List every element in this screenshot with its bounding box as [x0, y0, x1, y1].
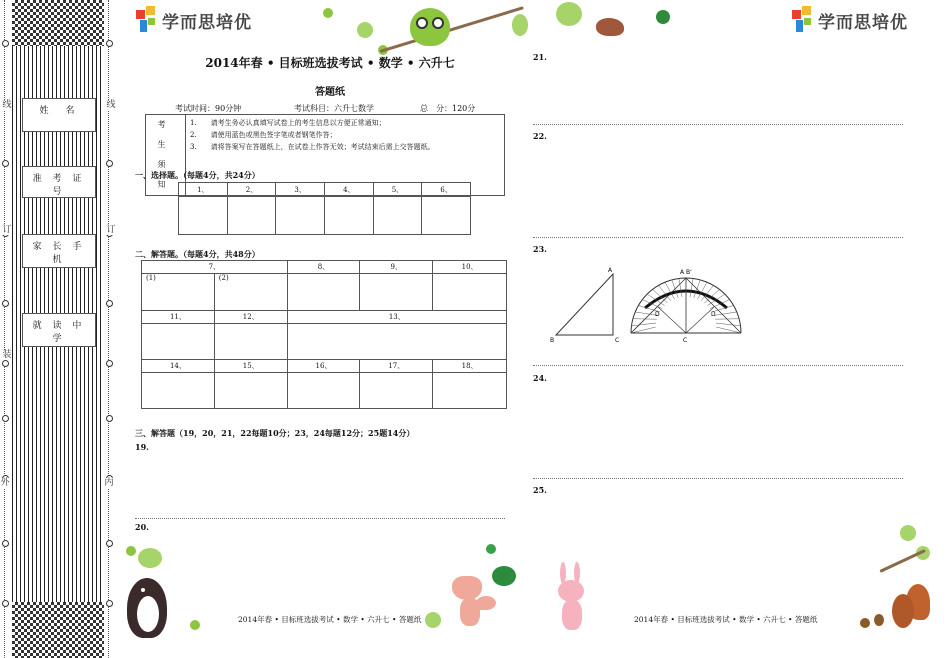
leaf-decoration: [656, 10, 670, 24]
brand-mark-icon: [792, 6, 814, 34]
answer-divider: [533, 478, 903, 479]
question-number: 14、: [142, 360, 215, 373]
binding-pattern-bottom: [12, 602, 104, 658]
cut-label-bind: 订: [2, 225, 12, 235]
hatch-line: [672, 280, 678, 298]
exam-total-score: 总 分：120分: [420, 104, 476, 113]
notice-label: 考 生 须 知: [146, 115, 186, 196]
acorn-icon: [860, 618, 870, 628]
question-number: 17、: [360, 360, 433, 373]
question-number: 9、: [360, 261, 433, 274]
answer-cell[interactable]: [360, 274, 433, 311]
vertex-label-c: C: [615, 337, 620, 344]
choice-answer-cell[interactable]: [179, 197, 228, 235]
binding-strip: [0, 0, 120, 658]
branch-decoration: [380, 6, 524, 53]
footer-right: 2014年春 • 目标班选拔考试 • 数学 • 六升七 • 答题纸: [634, 615, 818, 624]
choice-answer-cell[interactable]: [324, 197, 373, 235]
brand-logo-left: [136, 6, 252, 34]
parent-phone-field[interactable]: 家 长 手 机: [22, 234, 96, 268]
choice-number: 2、: [227, 183, 276, 197]
semi-label-a: A: [680, 269, 685, 276]
vertex-label-b: B: [550, 337, 555, 344]
exam-subject: 考试科目：六升七数学: [294, 104, 374, 113]
leaf-decoration: [190, 620, 200, 630]
fox-icon: [452, 576, 498, 630]
choice-answer-cell[interactable]: [422, 197, 471, 235]
answer-divider: [135, 518, 505, 519]
leaf-decoration: [126, 546, 136, 556]
answer-sheet-title: 答题纸: [315, 87, 345, 98]
question-number: 15、: [214, 360, 287, 373]
section-1-heading: 一、选择题。（每题4分，共24分）: [135, 170, 260, 180]
cut-line-outer: [0, 0, 10, 658]
short-answer-grid: [141, 260, 507, 409]
question-number: 7、: [142, 261, 288, 274]
choice-number: 6、: [422, 183, 471, 197]
leaf-decoration: [357, 22, 373, 38]
answer-divider: [533, 365, 903, 366]
hatch-line: [679, 278, 682, 297]
cut-line-inner: [104, 0, 114, 658]
question-24-label: 24.: [533, 373, 547, 383]
question-number: 8、: [287, 261, 360, 274]
semi-label-c: C: [683, 337, 688, 344]
choice-number: 3、: [276, 183, 325, 197]
question-number: 12、: [214, 311, 287, 324]
owl-icon: [410, 8, 450, 46]
exam-title: 2014年春 • 目标班选拔考试 • 数学 • 六升七: [205, 56, 455, 70]
choice-number: 4、: [324, 183, 373, 197]
question-19-label: 19.: [135, 442, 149, 452]
cut-label-bind-inner: 订: [106, 225, 116, 235]
penguin-icon: [127, 578, 167, 638]
question-23-label: 23.: [533, 244, 547, 254]
school-field[interactable]: 就 读 中 学: [22, 313, 96, 347]
leaf-decoration: [138, 548, 162, 568]
question-21-label: 21.: [533, 52, 547, 62]
brand-name: 学而思培优: [162, 12, 252, 33]
squirrel-icon: [888, 584, 932, 632]
exam-id-field[interactable]: 准 考 证 号: [22, 166, 96, 198]
hatch-line: [716, 323, 741, 326]
hatch-line: [694, 280, 700, 298]
semi-label-d1: D: [655, 311, 660, 318]
answer-cell[interactable]: (2): [214, 274, 287, 311]
choice-number: 5、: [373, 183, 422, 197]
answer-cell[interactable]: [433, 274, 507, 311]
brand-mark-icon: [136, 6, 158, 34]
choice-number: 1、: [179, 183, 228, 197]
binding-pattern-top: [12, 0, 104, 46]
answer-divider: [533, 237, 903, 238]
question-number: 11、: [142, 311, 215, 324]
vertex-label-a: A: [608, 267, 613, 274]
choice-answer-cell[interactable]: [276, 197, 325, 235]
exam-duration: 考试时间：90分钟: [175, 104, 242, 113]
question-number: 10、: [433, 261, 507, 274]
question-20-label: 20.: [135, 522, 149, 532]
answer-cell[interactable]: [287, 274, 360, 311]
answer-cell[interactable]: [433, 373, 507, 409]
brand-logo-right: [792, 6, 908, 34]
cut-label-line: 线: [2, 100, 12, 110]
notice-item: 3. 请将答案写在答题纸上，在试卷上作答无效；考试结束后需上交答题纸。: [190, 143, 435, 151]
answer-cell[interactable]: [142, 324, 215, 360]
question-number: 18、: [433, 360, 507, 373]
cut-label-staple: 装: [2, 350, 12, 360]
leaf-decoration: [486, 544, 496, 554]
choice-answer-cell[interactable]: [227, 197, 276, 235]
section-2-heading: 二、解答题。（每题4分，共48分）: [135, 249, 260, 259]
branch-decoration: [879, 549, 926, 573]
answer-cell[interactable]: [214, 324, 287, 360]
question-22-label: 22.: [533, 131, 547, 141]
section-3-heading: 三、解答题（19，20，21，22每题10分；23，24每题12分；25题14分）: [135, 428, 415, 438]
hatch-line: [631, 323, 656, 326]
leaf-decoration: [556, 2, 582, 26]
notice-item: 2. 请使用蓝色或黑色签字笔或者钢笔作答；: [190, 131, 337, 139]
cut-label-outer: 外: [0, 478, 10, 488]
question-23-figure: [545, 262, 750, 346]
hatch-line: [714, 312, 737, 315]
hatch-line: [690, 278, 693, 297]
question-25-label: 25.: [533, 485, 547, 495]
hatch-line: [716, 327, 741, 333]
bird-icon: [596, 18, 624, 36]
choice-answer-grid: [178, 182, 471, 235]
answer-cell[interactable]: [360, 373, 433, 409]
cut-label-inner: 内: [104, 478, 114, 488]
semi-label-b: B': [686, 269, 692, 276]
answer-cell[interactable]: [214, 373, 287, 409]
hatch-line: [631, 327, 656, 333]
cut-label-line-inner: 线: [106, 100, 116, 110]
answer-cell[interactable]: [287, 373, 360, 409]
footer-left: 2014年春 • 目标班选拔考试 • 数学 • 六升七 • 答题纸: [238, 615, 422, 624]
brand-name: 学而思培优: [818, 12, 908, 33]
leaf-decoration: [900, 525, 916, 541]
leaf-decoration: [425, 612, 441, 628]
leaf-decoration: [323, 8, 333, 18]
answer-cell[interactable]: [142, 373, 215, 409]
question-number: 16、: [287, 360, 360, 373]
acorn-icon: [874, 614, 884, 626]
leaf-decoration: [512, 14, 528, 36]
semi-label-d2: D: [711, 311, 716, 318]
name-field[interactable]: 姓 名: [22, 98, 96, 132]
choice-answer-cell[interactable]: [373, 197, 422, 235]
answer-divider: [533, 124, 903, 125]
notice-item: 1. 请考生务必认真填写试卷上的考生信息以方便正常通知；: [190, 119, 386, 127]
question-number: 13、: [287, 311, 506, 324]
answer-cell[interactable]: [287, 324, 506, 360]
answer-cell[interactable]: (1): [142, 274, 215, 311]
rabbit-icon: [556, 562, 592, 634]
